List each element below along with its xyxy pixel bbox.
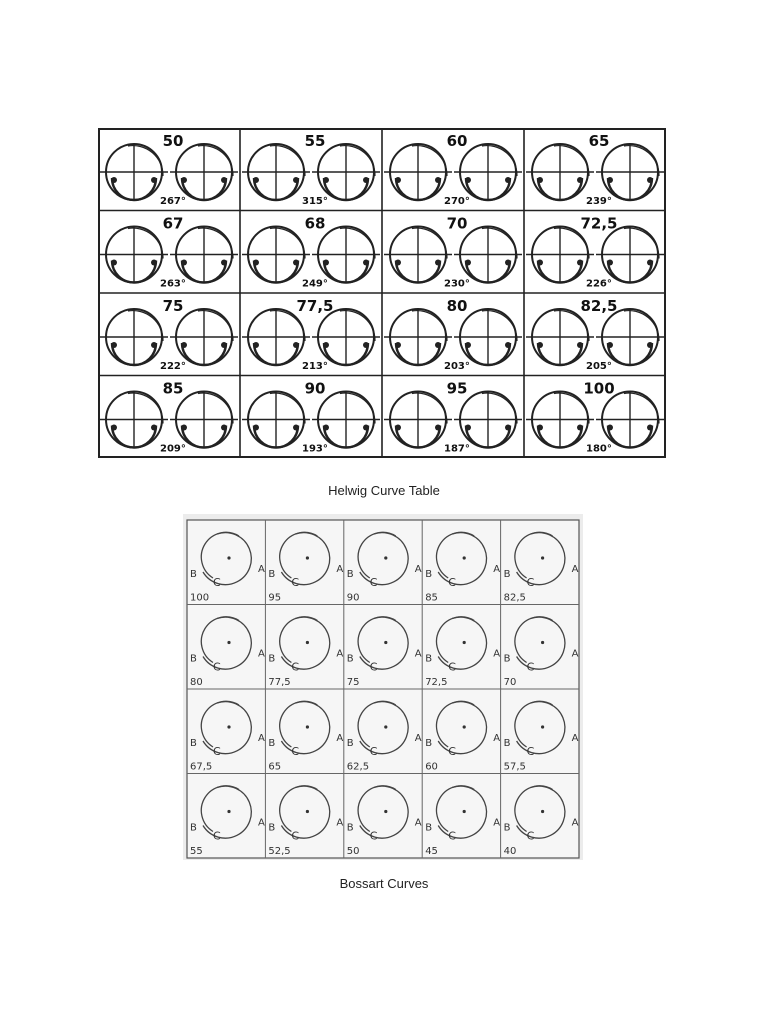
bossart-point-c: C xyxy=(291,829,300,843)
bossart-cell-label: 55 xyxy=(190,846,203,857)
bossart-cell-label: 95 xyxy=(268,592,282,604)
bossart-point-c: C xyxy=(369,660,378,674)
bossart-point-b: B xyxy=(190,822,197,834)
helwig-cell-angle: 180° xyxy=(586,443,612,455)
bossart-cell-label: 57,5 xyxy=(503,761,526,773)
bossart-center-dot xyxy=(463,641,466,644)
bossart-point-a: A xyxy=(258,648,265,660)
bossart-point-b: B xyxy=(268,738,276,749)
helwig-cell-label: 60 xyxy=(446,132,468,150)
helwig-caption: Helwig Curve Table xyxy=(328,483,440,498)
bossart-cell-label: 45 xyxy=(425,846,438,857)
bossart-cell-label: 62,5 xyxy=(346,761,370,773)
bossart-point-b: B xyxy=(503,569,511,580)
bossart-point-b: B xyxy=(190,738,197,749)
helwig-cell-label: 80 xyxy=(446,297,468,315)
bossart-point-c: C xyxy=(448,576,456,589)
helwig-cell-label: 55 xyxy=(304,132,326,150)
bossart-point-c: C xyxy=(526,576,535,589)
helwig-cell-label: 90 xyxy=(304,379,326,398)
bossart-cell-label: 40 xyxy=(503,846,517,857)
helwig-cell-angle: 213° xyxy=(302,361,328,372)
helwig-cell-angle: 226° xyxy=(586,278,612,290)
bossart-point-b: B xyxy=(425,653,433,665)
helwig-cell-angle: 267° xyxy=(160,196,186,207)
bossart-point-c: C xyxy=(291,660,300,674)
helwig-cell-label: 85 xyxy=(162,379,184,398)
helwig-cell-label: 68 xyxy=(304,214,326,233)
bossart-cell-label: 77,5 xyxy=(268,677,291,688)
helwig-cell-label: 100 xyxy=(583,379,615,398)
bossart-cell-label: 100 xyxy=(190,592,210,604)
bossart-center-dot xyxy=(384,810,387,813)
bossart-center-dot xyxy=(306,641,309,644)
bossart-point-a: A xyxy=(571,564,579,575)
bossart-point-b: B xyxy=(425,569,433,580)
bossart-center-dot xyxy=(227,641,230,644)
bossart-point-a: A xyxy=(336,564,344,575)
helwig-cell-angle: 193° xyxy=(302,443,328,455)
bossart-cell-label: 80 xyxy=(190,677,203,688)
bossart-point-b: B xyxy=(503,822,511,834)
bossart-cell-label: 70 xyxy=(503,677,517,688)
helwig-cell-label: 67 xyxy=(162,214,184,233)
helwig-cell-angle: 315° xyxy=(302,196,328,207)
bossart-center-dot xyxy=(384,641,387,644)
bossart-point-b: B xyxy=(346,822,354,834)
bossart-point-a: A xyxy=(493,733,501,744)
bossart-point-a: A xyxy=(414,564,422,575)
bossart-center-dot xyxy=(541,641,544,644)
bossart-center-dot xyxy=(463,810,466,813)
bossart-point-a: A xyxy=(336,733,344,744)
bossart-point-b: B xyxy=(503,653,511,665)
bossart-center-dot xyxy=(384,725,387,728)
bossart-point-b: B xyxy=(346,569,354,580)
bossart-point-b: B xyxy=(346,738,354,749)
bossart-point-c: C xyxy=(448,660,456,674)
bossart-point-c: C xyxy=(213,576,221,589)
bossart-point-a: A xyxy=(336,817,344,829)
helwig-cell-angle: 222° xyxy=(160,361,186,372)
bossart-cell-label: 50 xyxy=(346,846,360,857)
bossart-point-c: C xyxy=(526,829,535,843)
bossart-point-b: B xyxy=(190,653,197,665)
helwig-cell-angle: 203° xyxy=(444,361,470,372)
bossart-center-dot xyxy=(306,810,309,813)
bossart-point-c: C xyxy=(526,745,535,758)
helwig-curve-table xyxy=(98,128,666,458)
helwig-cell-label: 50 xyxy=(162,132,184,150)
bossart-point-c: C xyxy=(526,660,535,674)
bossart-point-a: A xyxy=(336,648,344,660)
bossart-cell-label: 82,5 xyxy=(503,592,526,604)
helwig-cell-angle: 187° xyxy=(444,443,470,455)
bossart-point-b: B xyxy=(425,822,433,834)
bossart-point-c: C xyxy=(291,745,300,758)
bossart-point-a: A xyxy=(258,733,265,744)
bossart-center-dot xyxy=(306,556,309,559)
helwig-cell-angle: 263° xyxy=(160,278,186,290)
helwig-cell-label: 65 xyxy=(588,132,610,150)
bossart-center-dot xyxy=(384,556,387,559)
helwig-cell-angle: 230° xyxy=(444,278,470,290)
bossart-cell-label: 85 xyxy=(425,592,438,604)
bossart-center-dot xyxy=(541,556,544,559)
bossart-cell-label: 52,5 xyxy=(268,846,291,857)
helwig-cell-label: 72,5 xyxy=(580,214,618,233)
bossart-cell-label: 72,5 xyxy=(425,677,448,688)
bossart-point-a: A xyxy=(414,817,422,829)
helwig-table-graphic xyxy=(98,128,666,458)
bossart-point-c: C xyxy=(448,829,456,843)
bossart-center-dot xyxy=(227,556,230,559)
bossart-center-dot xyxy=(463,556,466,559)
bossart-point-b: B xyxy=(346,653,354,665)
bossart-cell-label: 90 xyxy=(346,592,360,604)
bossart-point-a: A xyxy=(258,564,265,575)
bossart-point-b: B xyxy=(190,569,197,580)
bossart-point-c: C xyxy=(291,576,300,589)
bossart-point-b: B xyxy=(268,822,276,834)
helwig-cell-label: 75 xyxy=(162,297,184,315)
bossart-point-c: C xyxy=(213,829,221,843)
bossart-center-dot xyxy=(463,725,466,728)
helwig-cell-label: 70 xyxy=(446,214,468,233)
bossart-point-a: A xyxy=(493,648,501,660)
helwig-cell-angle: 205° xyxy=(586,361,612,372)
bossart-point-b: B xyxy=(503,738,511,749)
bossart-point-c: C xyxy=(213,745,221,758)
bossart-point-c: C xyxy=(369,745,378,758)
helwig-cell-angle: 209° xyxy=(160,443,186,455)
bossart-point-a: A xyxy=(571,648,579,660)
bossart-center-dot xyxy=(541,725,544,728)
helwig-cell-label: 95 xyxy=(446,379,468,398)
bossart-point-c: C xyxy=(369,829,378,843)
bossart-table-graphic xyxy=(183,514,583,860)
bossart-center-dot xyxy=(541,810,544,813)
bossart-point-b: B xyxy=(268,653,276,665)
helwig-cell-label: 82,5 xyxy=(580,297,618,315)
bossart-curves-table xyxy=(183,514,583,860)
bossart-point-a: A xyxy=(493,817,501,829)
helwig-cell-angle: 239° xyxy=(586,196,612,207)
bossart-point-c: C xyxy=(369,576,378,589)
bossart-point-b: B xyxy=(425,738,433,749)
bossart-caption: Bossart Curves xyxy=(339,876,429,891)
helwig-cell-angle: 270° xyxy=(444,196,470,207)
bossart-center-dot xyxy=(306,725,309,728)
bossart-cell-label: 65 xyxy=(268,761,282,773)
bossart-center-dot xyxy=(227,725,230,728)
bossart-point-a: A xyxy=(258,817,265,829)
bossart-point-a: A xyxy=(571,817,579,829)
bossart-point-c: C xyxy=(448,745,456,758)
bossart-point-a: A xyxy=(493,564,501,575)
bossart-center-dot xyxy=(227,810,230,813)
bossart-point-a: A xyxy=(414,733,422,744)
bossart-point-a: A xyxy=(414,648,422,660)
helwig-cell-label: 77,5 xyxy=(296,297,334,315)
helwig-cell-angle: 249° xyxy=(302,278,328,290)
bossart-cell-label: 67,5 xyxy=(190,761,213,773)
bossart-point-a: A xyxy=(571,733,579,744)
bossart-cell-label: 60 xyxy=(425,761,438,773)
bossart-point-c: C xyxy=(213,660,221,674)
bossart-point-b: B xyxy=(268,569,276,580)
bossart-cell-label: 75 xyxy=(346,677,360,688)
